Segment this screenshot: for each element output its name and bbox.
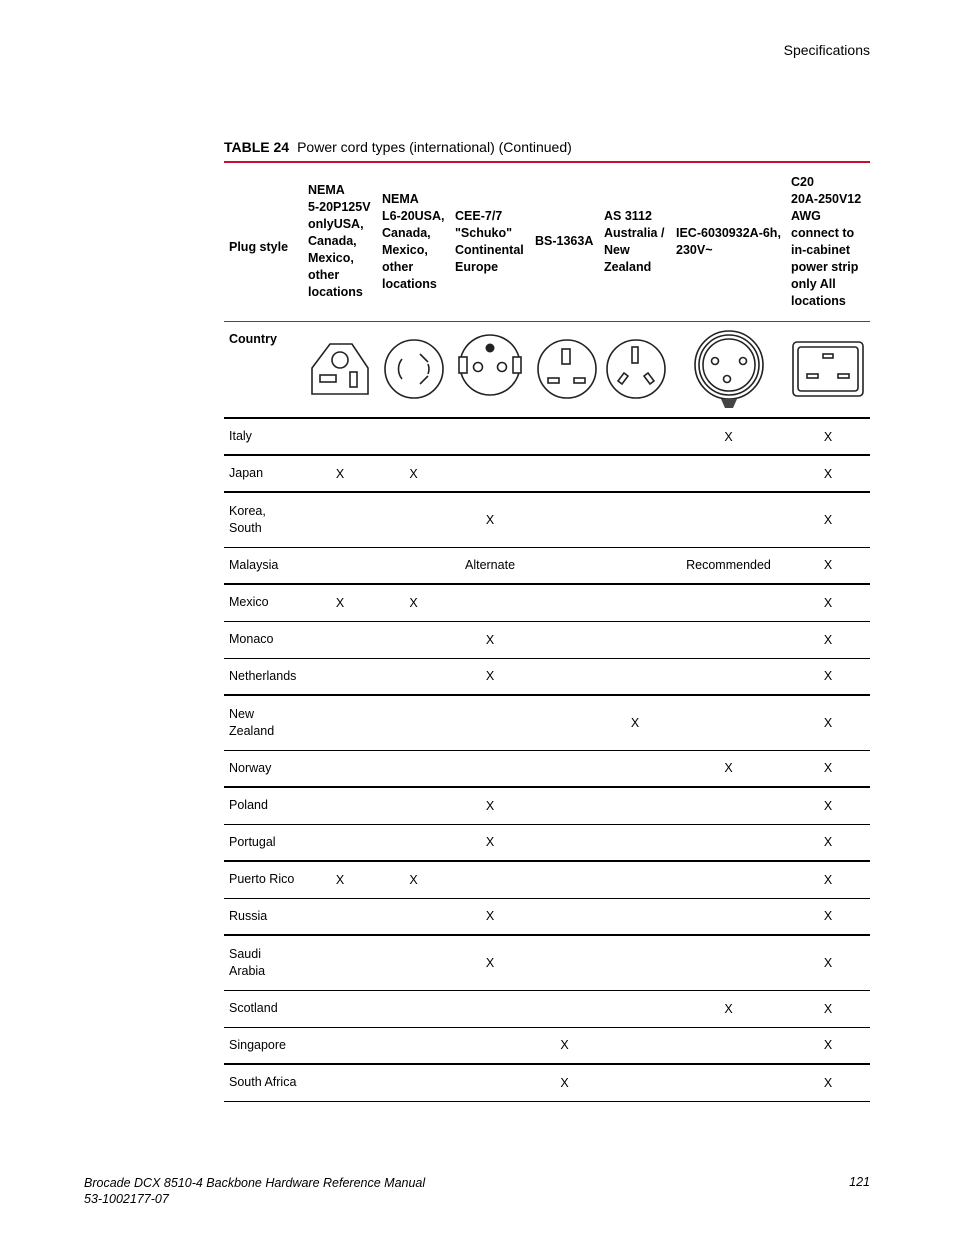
- plug-mark-cell: [450, 750, 530, 787]
- power-cord-table: [224, 161, 870, 1102]
- table-row: [224, 455, 870, 492]
- plug-mark-cell: [599, 455, 671, 492]
- footer-manual: [84, 1175, 425, 1207]
- table-row: [224, 824, 870, 861]
- plug-mark-cell: X: [671, 750, 786, 787]
- country-cell: [224, 584, 303, 621]
- plug-mark-cell: [303, 695, 377, 750]
- country-name: South: [229, 520, 262, 535]
- plug-mark-cell: X: [786, 935, 870, 990]
- country-name: Korea,: [229, 503, 266, 518]
- plug-mark-cell: [450, 418, 530, 455]
- column-header-line: only All: [791, 276, 836, 291]
- plug-mark-cell: [530, 990, 599, 1027]
- plug-mark-cell: [530, 935, 599, 990]
- table-row: [224, 418, 870, 455]
- plug-mark-cell: X: [377, 584, 450, 621]
- plug-mark-cell: [377, 658, 450, 695]
- column-header-line: AS 3112: [604, 208, 652, 223]
- country-cell: [224, 935, 303, 990]
- column-header-line: other: [308, 268, 340, 283]
- plug-mark-cell: [377, 750, 450, 787]
- country-cell: [224, 824, 303, 861]
- column-header: [450, 162, 530, 321]
- plug-mark-cell: X: [786, 824, 870, 861]
- plug-mark-cell: Recommended: [671, 547, 786, 584]
- plug-mark-cell: X: [450, 492, 530, 547]
- column-header-line: BS-1363A: [535, 234, 594, 249]
- country-cell: [224, 1064, 303, 1101]
- plug-mark-cell: [599, 898, 671, 935]
- plug-mark-cell: X: [530, 1064, 599, 1101]
- plug-mark-cell: X: [671, 418, 786, 455]
- table-row: [224, 787, 870, 824]
- plug-mark-cell: [377, 935, 450, 990]
- plug-style-header-row: [224, 162, 870, 321]
- column-header: [786, 162, 870, 321]
- plug-mark-cell: [671, 584, 786, 621]
- plug-mark-cell: X: [450, 935, 530, 990]
- plug-mark-cell: [599, 990, 671, 1027]
- column-header-line: C20: [791, 174, 814, 189]
- country-cell: [224, 861, 303, 898]
- table-row: [224, 861, 870, 898]
- column-header-line: in-cabinet: [791, 242, 851, 257]
- table-title: Power cord types (international) (Continued): [297, 139, 572, 155]
- plug-mark-cell: [303, 898, 377, 935]
- plug-mark-cell: [599, 621, 671, 658]
- column-header-line: Europe: [455, 259, 499, 274]
- table-row: [224, 1064, 870, 1101]
- plug-mark-cell: X: [786, 455, 870, 492]
- column-header-line: Canada,: [382, 225, 431, 240]
- column-header-line: NEMA: [382, 191, 419, 206]
- plug-mark-cell: [599, 750, 671, 787]
- plug-mark-cell: [530, 455, 599, 492]
- plug-icon-cell: [377, 321, 450, 418]
- plug-mark-cell: [377, 547, 450, 584]
- plug-mark-cell: [377, 418, 450, 455]
- plug-mark-cell: [599, 824, 671, 861]
- plug-mark-cell: [530, 658, 599, 695]
- plug-mark-cell: X: [786, 695, 870, 750]
- country-cell: [224, 750, 303, 787]
- plug-mark-cell: X: [450, 658, 530, 695]
- plug-icon-cell: [786, 321, 870, 418]
- plug-mark-cell: X: [599, 695, 671, 750]
- plug-mark-cell: [377, 695, 450, 750]
- plug-mark-cell: [377, 1064, 450, 1101]
- column-header-line: Mexico,: [382, 242, 428, 257]
- plug-mark-cell: X: [303, 861, 377, 898]
- country-name: Russia: [229, 908, 268, 923]
- plug-mark-cell: X: [450, 898, 530, 935]
- plug-icon-cell: [303, 321, 377, 418]
- nema-l6-20-plug-icon: [382, 337, 446, 401]
- footer-title: Brocade DCX 8510-4 Backbone Hardware Reference Manual: [84, 1176, 426, 1190]
- plug-mark-cell: [303, 547, 377, 584]
- table-row: [224, 658, 870, 695]
- country-cell: [224, 418, 303, 455]
- plug-mark-cell: X: [786, 990, 870, 1027]
- table-row: [224, 1027, 870, 1064]
- country-name: Singapore: [229, 1037, 286, 1052]
- plug-mark-cell: [530, 861, 599, 898]
- table-row: [224, 935, 870, 990]
- table-row: [224, 898, 870, 935]
- country-name: Japan: [229, 466, 264, 480]
- plug-mark-cell: [530, 695, 599, 750]
- plug-mark-cell: [530, 898, 599, 935]
- plug-mark-cell: [377, 1027, 450, 1064]
- country-name: Saudi: [229, 946, 261, 961]
- plug-mark-cell: X: [786, 898, 870, 935]
- column-header-line: AWG: [791, 208, 821, 223]
- plug-mark-cell: [671, 898, 786, 935]
- country-cell: [224, 695, 303, 750]
- footer-doc-number: 53-1002177-07: [84, 1192, 169, 1206]
- country-cell: [224, 787, 303, 824]
- plug-mark-cell: X: [786, 787, 870, 824]
- plug-mark-cell: [303, 658, 377, 695]
- country-name: South Africa: [229, 1075, 297, 1090]
- section-header: Specifications: [783, 42, 870, 58]
- country-cell: [224, 455, 303, 492]
- column-header-line: New: [604, 242, 630, 257]
- plug-mark-cell: [530, 584, 599, 621]
- plug-mark-cell: X: [786, 861, 870, 898]
- country-cell: [224, 1027, 303, 1064]
- plug-mark-cell: [303, 750, 377, 787]
- plug-mark-cell: [671, 695, 786, 750]
- column-header-line: CEE-7/7: [455, 208, 503, 223]
- plug-mark-cell: [671, 658, 786, 695]
- column-header: [303, 162, 377, 321]
- country-name: Malaysia: [229, 557, 279, 572]
- plug-mark-cell: X: [450, 824, 530, 861]
- country-name: Monaco: [229, 632, 274, 646]
- plug-mark-cell: [599, 935, 671, 990]
- column-header-line: locations: [791, 293, 846, 308]
- country-cell: [224, 621, 303, 658]
- column-header-line: other: [382, 259, 414, 274]
- plug-mark-cell: X: [450, 621, 530, 658]
- plug-mark-cell: Alternate: [450, 547, 530, 584]
- plug-mark-cell: X: [786, 621, 870, 658]
- plug-mark-cell: X: [377, 455, 450, 492]
- plug-mark-cell: [377, 898, 450, 935]
- plug-mark-cell: [671, 455, 786, 492]
- country-cell: [224, 492, 303, 547]
- table-row: [224, 695, 870, 750]
- c20-connector-icon: [791, 340, 865, 398]
- plug-mark-cell: [599, 1027, 671, 1064]
- plug-mark-cell: [450, 455, 530, 492]
- plug-mark-cell: [377, 787, 450, 824]
- plug-mark-cell: [450, 990, 530, 1027]
- plug-mark-cell: [671, 621, 786, 658]
- plug-icon-cell: [599, 321, 671, 418]
- column-header-line: Canada,: [308, 234, 357, 249]
- table-number: TABLE 24: [224, 139, 290, 155]
- country-name: Puerto Rico: [229, 872, 295, 887]
- plug-mark-cell: [530, 824, 599, 861]
- plug-mark-cell: [303, 787, 377, 824]
- plug-mark-cell: [450, 1027, 530, 1064]
- country-cell: [224, 658, 303, 695]
- plug-mark-cell: [671, 1027, 786, 1064]
- plug-style-label: Plug style: [224, 162, 303, 321]
- plug-mark-cell: [530, 750, 599, 787]
- column-header: [671, 162, 786, 321]
- column-header: [599, 162, 671, 321]
- country-cell: [224, 547, 303, 584]
- as-3112-plug-icon: [604, 337, 668, 401]
- plug-mark-cell: [303, 1027, 377, 1064]
- plug-mark-cell: X: [786, 658, 870, 695]
- table-row: [224, 547, 870, 584]
- plug-mark-cell: [530, 418, 599, 455]
- plug-mark-cell: [530, 547, 599, 584]
- table-row: [224, 584, 870, 621]
- plug-mark-cell: X: [786, 584, 870, 621]
- column-header-line: Continental: [455, 242, 524, 257]
- plug-mark-cell: X: [786, 1027, 870, 1064]
- plug-mark-cell: [303, 824, 377, 861]
- table-row: [224, 621, 870, 658]
- plug-mark-cell: [450, 861, 530, 898]
- plug-mark-cell: X: [303, 455, 377, 492]
- plug-mark-cell: [303, 492, 377, 547]
- plug-icon-cell: [671, 321, 786, 418]
- plug-mark-cell: [303, 621, 377, 658]
- column-header-line: locations: [382, 276, 437, 291]
- table-row: [224, 492, 870, 547]
- plug-mark-cell: [303, 935, 377, 990]
- plug-mark-cell: X: [786, 547, 870, 584]
- column-header-line: 20A-250V12: [791, 191, 862, 206]
- plug-mark-cell: [303, 1064, 377, 1101]
- column-header-line: Australia /: [604, 225, 665, 240]
- column-header-line: Zealand: [604, 259, 652, 274]
- country-name: Italy: [229, 429, 252, 443]
- plug-mark-cell: [599, 861, 671, 898]
- plug-mark-cell: [530, 621, 599, 658]
- plug-mark-cell: [671, 935, 786, 990]
- column-header-line: power strip: [791, 259, 859, 274]
- plug-mark-cell: [303, 418, 377, 455]
- country-name: Portugal: [229, 834, 276, 849]
- country-name: Zealand: [229, 723, 275, 738]
- column-header-line: L6-20USA,: [382, 208, 445, 223]
- page-number: 121: [849, 1175, 870, 1189]
- table-row: [224, 990, 870, 1027]
- plug-mark-cell: [377, 990, 450, 1027]
- column-header: [377, 162, 450, 321]
- country-cell: [224, 990, 303, 1027]
- country-name: Netherlands: [229, 668, 297, 683]
- plug-icon-cell: [450, 321, 530, 418]
- column-header-line: IEC-6030932A-6h,: [676, 225, 781, 240]
- plug-mark-cell: [599, 658, 671, 695]
- column-header-line: 5-20P125V: [308, 200, 371, 215]
- column-header-line: 230V~: [676, 242, 713, 257]
- plug-mark-cell: [450, 695, 530, 750]
- column-header-line: Mexico,: [308, 251, 354, 266]
- country-name: New: [229, 706, 255, 721]
- plug-mark-cell: [377, 824, 450, 861]
- plug-mark-cell: [599, 787, 671, 824]
- column-header-line: NEMA: [308, 183, 345, 198]
- plug-mark-cell: X: [786, 750, 870, 787]
- column-header: [530, 162, 599, 321]
- plug-mark-cell: [599, 584, 671, 621]
- plug-mark-cell: [530, 787, 599, 824]
- plug-mark-cell: X: [671, 990, 786, 1027]
- plug-mark-cell: [671, 824, 786, 861]
- country-name: Arabia: [229, 963, 266, 978]
- plug-mark-cell: [599, 492, 671, 547]
- country-label: Country: [224, 321, 303, 418]
- plug-mark-cell: X: [786, 1064, 870, 1101]
- table-row: [224, 750, 870, 787]
- plug-mark-cell: X: [530, 1027, 599, 1064]
- plug-mark-cell: X: [786, 492, 870, 547]
- iec-60309-plug-icon: [693, 329, 765, 409]
- country-name: Norway: [229, 760, 272, 775]
- plug-mark-cell: [377, 492, 450, 547]
- plug-mark-cell: [671, 861, 786, 898]
- plug-mark-cell: [671, 1064, 786, 1101]
- country-name: Mexico: [229, 595, 269, 610]
- plug-mark-cell: [530, 492, 599, 547]
- table-caption: [224, 139, 572, 155]
- column-header-line: onlyUSA,: [308, 217, 364, 232]
- plug-mark-cell: [450, 584, 530, 621]
- plug-mark-cell: [671, 787, 786, 824]
- column-header-line: locations: [308, 285, 363, 300]
- column-header-line: connect to: [791, 225, 855, 240]
- plug-mark-cell: [599, 1064, 671, 1101]
- plug-mark-cell: X: [786, 418, 870, 455]
- plug-mark-cell: [599, 418, 671, 455]
- plug-icon-row: [224, 321, 870, 418]
- column-header-line: "Schuko": [455, 225, 513, 240]
- plug-mark-cell: [303, 990, 377, 1027]
- nema-5-20p-plug-icon: [308, 338, 372, 400]
- plug-mark-cell: [599, 547, 671, 584]
- plug-mark-cell: [377, 621, 450, 658]
- plug-mark-cell: X: [303, 584, 377, 621]
- cee-7-7-schuko-plug-icon: [458, 333, 522, 405]
- country-cell: [224, 898, 303, 935]
- plug-mark-cell: X: [377, 861, 450, 898]
- country-name: Scotland: [229, 1001, 278, 1015]
- plug-mark-cell: [671, 492, 786, 547]
- plug-mark-cell: X: [450, 787, 530, 824]
- plug-mark-cell: [450, 1064, 530, 1101]
- bs-1363a-plug-icon: [535, 337, 599, 401]
- country-name: Poland: [229, 798, 268, 813]
- plug-icon-cell: [530, 321, 599, 418]
